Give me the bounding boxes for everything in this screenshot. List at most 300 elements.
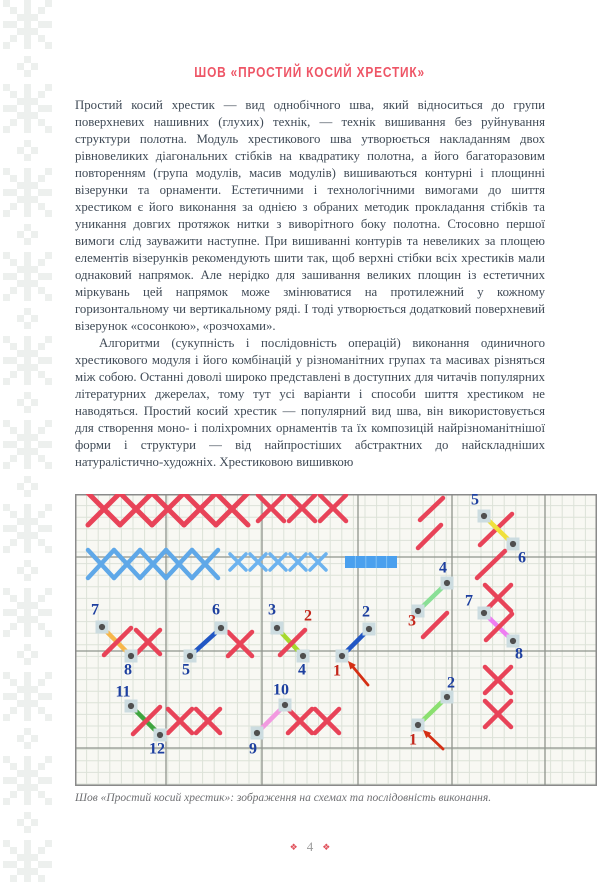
ornament-pixel [45,105,52,112]
ornament-pixel [24,742,31,749]
ornament-pixel [24,0,31,7]
ornament-pixel [45,294,52,301]
ornament-pixel [31,266,38,273]
ornament-pixel [3,42,10,49]
ornament-pixel [3,189,10,196]
ornament-pixel [24,336,31,343]
ornament-pixel [24,112,31,119]
ornament-pixel [31,14,38,21]
ornament-pixel [24,322,31,329]
ornament-pixel [10,357,17,364]
ornament-pixel [38,777,45,784]
point-label: 11 [115,683,131,701]
stitch-point [128,703,134,709]
ornament-pixel [31,448,38,455]
ornament-pixel [45,588,52,595]
ornament-pattern [0,0,56,882]
ornament-pixel [38,21,45,28]
ornament-strip [0,0,56,887]
ornament-pixel [24,70,31,77]
ornament-pixel [31,350,38,357]
ornament-pixel [17,567,24,574]
ornament-pixel [10,791,17,798]
ornament-pixel [24,14,31,21]
ornament-pixel [3,840,10,847]
ornament-pixel [38,203,45,210]
ornament-pixel [38,763,45,770]
ornament-pixel [24,574,31,581]
ornament-pixel [24,672,31,679]
ornament-pixel [3,798,10,805]
ornament-pixel [38,847,45,854]
ornament-pixel [10,455,17,462]
ornament-pixel [17,280,24,287]
ornament-pixel [10,175,17,182]
ornament-pixel [24,84,31,91]
ornament-pixel [45,252,52,259]
point-label: 5 [471,494,479,509]
ornament-pixel [38,791,45,798]
ornament-pixel [38,875,45,882]
ornament-pixel [45,504,52,511]
ornament-pixel [38,525,45,532]
stitch-diagram [75,494,597,791]
ornament-pixel [10,707,17,714]
ornament-pixel [24,42,31,49]
ornament-pixel [24,560,31,567]
ornament-pixel [24,56,31,63]
footer-diamond-right: ❖ [322,842,331,852]
point-label: 1 [333,662,341,680]
ornament-pixel [24,182,31,189]
ornament-pixel [3,21,10,28]
ornament-pixel [3,504,10,511]
ornament-pixel [17,700,24,707]
point-label: 8 [515,645,523,663]
ornament-pixel [24,105,31,112]
ornament-pixel [31,518,38,525]
ornament-pixel [17,651,24,658]
ornament-pixel [45,861,52,868]
ornament-pixel [3,441,10,448]
stitch-point [481,513,487,519]
ornament-pixel [24,854,31,861]
ornament-pixel [38,287,45,294]
ornament-pixel [24,406,31,413]
ornament-pixel [10,861,17,868]
ornament-pixel [24,630,31,637]
stitch-point [481,610,487,616]
ornament-pixel [17,63,24,70]
ornament-pixel [3,777,10,784]
ornament-pixel [3,609,10,616]
ornament-pixel [17,98,24,105]
ornament-pixel [38,623,45,630]
ornament-pixel [24,770,31,777]
ornament-pixel [31,819,38,826]
ornament-pixel [17,112,24,119]
ornament-pixel [45,840,52,847]
ornament-pixel [24,308,31,315]
stitch-point [187,653,193,659]
ornament-pixel [24,714,31,721]
stitch-point [300,653,306,659]
ornament-pixel [38,357,45,364]
ornament-pixel [38,91,45,98]
ornament-pixel [24,126,31,133]
ornament-pixel [38,679,45,686]
ornament-pixel [38,105,45,112]
ornament-pixel [31,364,38,371]
ornament-pixel [24,847,31,854]
ornament-pixel [24,427,31,434]
ornament-pixel [17,770,24,777]
ornament-pixel [45,357,52,364]
ornament-pixel [31,532,38,539]
ornament-pixel [24,693,31,700]
ornament-pixel [31,700,38,707]
ornament-pixel [3,168,10,175]
stitch-point [510,638,516,644]
ornament-pixel [45,336,52,343]
ornament-pixel [24,756,31,763]
ornament-pixel [24,441,31,448]
ornament-pixel [10,427,17,434]
ornament-pixel [10,875,17,882]
ornament-pixel [31,735,38,742]
ornament-pixel [45,609,52,616]
ornament-pixel [3,126,10,133]
ornament-pixel [17,735,24,742]
ornament-pixel [45,0,52,7]
ornament-pixel [45,126,52,133]
ornament-pixel [17,14,24,21]
ornament-pixel [24,168,31,175]
ornament-pixel [45,84,52,91]
stitch-point [157,732,163,738]
ornament-pixel [38,427,45,434]
ornament-pixel [24,812,31,819]
ornament-pixel [10,189,17,196]
ornament-pixel [10,35,17,42]
point-label: 7 [465,592,473,610]
point-label: 9 [249,740,257,758]
ornament-pixel [45,546,52,553]
ornament-pixel [24,378,31,385]
ornament-pixel [38,259,45,266]
ornament-pixel [24,518,31,525]
ornament-pixel [31,182,38,189]
ornament-pixel [24,294,31,301]
ornament-pixel [24,266,31,273]
ornament-pixel [24,287,31,294]
ornament-pixel [24,357,31,364]
stitch-diagram-canvas [75,494,597,786]
ornament-pixel [31,434,38,441]
ornament-pixel [3,693,10,700]
ornament-pixel [10,511,17,518]
ornament-pixel [3,525,10,532]
ornament-pixel [38,511,45,518]
ornament-pixel [10,21,17,28]
ornament-pixel [10,847,17,854]
ornament-pixel [38,539,45,546]
ornament-pixel [24,476,31,483]
ornament-pixel [31,231,38,238]
ornament-pixel [38,119,45,126]
ornament-pixel [38,175,45,182]
ornament-pixel [24,98,31,105]
page-footer [75,838,545,856]
ornament-pixel [38,707,45,714]
ornament-pixel [45,378,52,385]
ornament-pixel [24,525,31,532]
stitch-point [99,624,105,630]
ornament-pixel [45,210,52,217]
ornament-pixel [17,532,24,539]
ornament-pixel [24,798,31,805]
ornament-pixel [10,693,17,700]
ornament-pixel [31,28,38,35]
ornament-pixel [38,343,45,350]
ornament-pixel [10,119,17,126]
stitch-point [366,626,372,632]
ornament-pixel [31,567,38,574]
point-label: 8 [124,661,132,679]
ornament-pixel [24,196,31,203]
ornament-pixel [17,434,24,441]
ornament-pixel [24,462,31,469]
ornament-pixel [38,693,45,700]
ornament-pixel [38,861,45,868]
ornament-pixel [10,525,17,532]
ornament-pixel [10,679,17,686]
ornament-pixel [31,112,38,119]
page-heading-text: ШОВ «ПРОСТИЙ КОСИЙ ХРЕСТИК» [194,65,426,81]
ornament-pixel [24,875,31,882]
ornament-pixel [3,546,10,553]
ornament-pixel [24,784,31,791]
ornament-pixel [24,455,31,462]
ornament-pixel [38,273,45,280]
ornament-pixel [3,210,10,217]
ornament-pixel [24,35,31,42]
ornament-pixel [31,854,38,861]
ornament-pixel [45,756,52,763]
ornament-pixel [24,686,31,693]
ornament-pixel [24,616,31,623]
point-label: 3 [408,612,416,630]
ornament-pixel [17,266,24,273]
ornament-pixel [24,602,31,609]
ornament-pixel [17,196,24,203]
ornament-pixel [3,714,10,721]
stitch-point [218,625,224,631]
ornament-pixel [10,287,17,294]
ornament-pixel [31,686,38,693]
ornament-pixel [45,42,52,49]
ornament-pixel [10,7,17,14]
ornament-pixel [10,441,17,448]
ornament-pixel [3,672,10,679]
point-label: 10 [273,681,289,699]
ornament-pixel [3,273,10,280]
stitch-point [415,722,421,728]
point-label: 6 [212,601,220,619]
point-label: 6 [518,549,526,567]
ornament-pixel [10,623,17,630]
stitch-point [254,730,260,736]
ornament-pixel [3,378,10,385]
ornament-pixel [31,98,38,105]
ornament-pixel [17,231,24,238]
ornament-pixel [24,119,31,126]
ornament-pixel [24,7,31,14]
ornament-pixel [10,371,17,378]
ornament-pixel [24,140,31,147]
ornament-pixel [3,630,10,637]
ornament-pixel [45,273,52,280]
ornament-pixel [3,105,10,112]
ornament-pixel [45,630,52,637]
ornament-pixel [24,350,31,357]
ornament-pixel [31,868,38,875]
ornament-pixel [38,189,45,196]
ornament-pixel [31,483,38,490]
ornament-pixel [31,280,38,287]
ornament-pixel [17,483,24,490]
ornament-pixel [24,763,31,770]
ornament-pixel [24,658,31,665]
ornament-pixel [10,259,17,266]
ornament-pixel [24,203,31,210]
footer-diamond-left: ❖ [289,842,298,852]
page-number: 4 [306,839,314,854]
ornament-pixel [45,21,52,28]
ornament-pixel [24,595,31,602]
stitch-point [282,702,288,708]
ornament-pixel [24,189,31,196]
ornament-pixel [45,189,52,196]
ornament-pixel [31,784,38,791]
ornament-pixel [38,371,45,378]
paragraph-1: Простий косий хрестик — вид однобічного шва, який відноситься до групи поверхневих нашивних (глухих) технік, — технік вишивання без руйнування структури полотна. Модуль хрестикового шва утворюється накладанням двох рівновеликих діагональних стібків на квадратику полотна, а його багаторазовим повторенням (група модулів, масив модулів) вишиваються контурні і площинні візерунки та орнаменти. Естетичними і технологічними вимогами до шиття хрестиком є його виконання за однією з обраних методик прокладання стібків та уникання довгих протяжок нитки з виворітного боку полотна. Стосовно першої вимоги слід зауважити наступне. При вишиванні контурів та невеликих за площею елементів візерунків рекомендують шити так, щоб верхні стібки всіх хрестиків мали однаковий напрямок. Але нерідко для зашивання великих площин із естетичних міркувань цей напрямок може змінюватися на протилежний у кожному горизонтальному чи вертикальному ряді. І тоді утворюється додатковий поверхневий візерунок «сосонкою», «розчохами». [75,98,545,333]
ornament-pixel [24,448,31,455]
ornament-pixel [31,196,38,203]
point-label: 12 [149,740,165,758]
ornament-pixel [24,644,31,651]
ornament-pixel [10,609,17,616]
ornament-pixel [10,539,17,546]
ornament-pixel [24,210,31,217]
ornament-pixel [24,707,31,714]
ornament-pixel [3,0,10,7]
ornament-pixel [38,609,45,616]
ornament-pixel [3,861,10,868]
stitch-point [128,653,134,659]
ornament-pixel [17,28,24,35]
ornament-pixel [10,203,17,210]
ornament-pixel [45,777,52,784]
ornament-pixel [24,28,31,35]
ornament-pixel [17,147,24,154]
ornament-pixel [24,252,31,259]
ornament-pixel [24,728,31,735]
ornament-pixel [38,7,45,14]
ornament-pixel [24,420,31,427]
ornament-pixel [24,238,31,245]
ornament-pixel [24,791,31,798]
ornament-pixel [45,672,52,679]
ornament-pixel [24,588,31,595]
ornament-pixel [31,315,38,322]
ornament-pixel [24,868,31,875]
ornament-pixel [45,525,52,532]
ornament-pixel [24,532,31,539]
stitch-point [444,694,450,700]
ornament-pixel [17,315,24,322]
ornament-pixel [31,399,38,406]
stitch-point [339,653,345,659]
ornament-pixel [24,175,31,182]
ornament-pixel [31,147,38,154]
ornament-pixel [24,504,31,511]
ornament-pixel [10,763,17,770]
ornament-pixel [17,868,24,875]
point-label: 4 [298,661,306,679]
ornament-pixel [45,714,52,721]
point-label: 4 [439,559,447,577]
ornament-pixel [24,861,31,868]
ornament-pixel [24,280,31,287]
ornament-pixel [45,693,52,700]
ornament-pixel [24,511,31,518]
ornament-pixel [24,21,31,28]
ornament-pixel [31,616,38,623]
ornament-pixel [24,609,31,616]
ornament-pixel [24,343,31,350]
ornament-pixel [3,756,10,763]
ornament-pixel [24,154,31,161]
ornament-pixel [17,399,24,406]
ornament-pixel [17,686,24,693]
ornament-pixel [24,623,31,630]
ornament-pixel [24,224,31,231]
ornament-pixel [17,854,24,861]
ornament-pixel [24,777,31,784]
stitch-point [444,580,450,586]
ornament-pixel [38,441,45,448]
ornament-pixel [17,518,24,525]
point-label: 2 [304,607,312,625]
ornament-pixel [3,252,10,259]
ornament-pixel [10,273,17,280]
ornament-pixel [38,595,45,602]
point-label: 5 [182,661,190,679]
ornament-pixel [24,840,31,847]
point-label: 3 [268,601,276,619]
ornament-pixel [24,434,31,441]
ornament-pixel [3,84,10,91]
ornament-pixel [45,441,52,448]
point-label: 2 [447,674,455,692]
body-text [75,97,545,471]
ornament-pixel [45,462,52,469]
page-heading [75,65,545,81]
point-label: 2 [362,603,370,621]
paragraph-2: Алгоритми (сукупність і послідовність операцій) виконання одиничного хрестикового модуля і його комбінацій у різноманітних групах та масивах різняться між собою. Останні доволі широко представлені в доступних для читачів популярних літературних джерелах, тому тут усі варіанти і способи шиття хрестиком не наводяться. Простий косий хрестик — популярний вид шва, він використовується для створення моно- і поліхромних орнаментів та їх композицій найрізноманітнішої форми і структури — від найпростіших абстрактних до найскладніших натуралістично-художніх. Хрестиковою вишивкою [75,336,545,469]
ornament-pixel [24,259,31,266]
